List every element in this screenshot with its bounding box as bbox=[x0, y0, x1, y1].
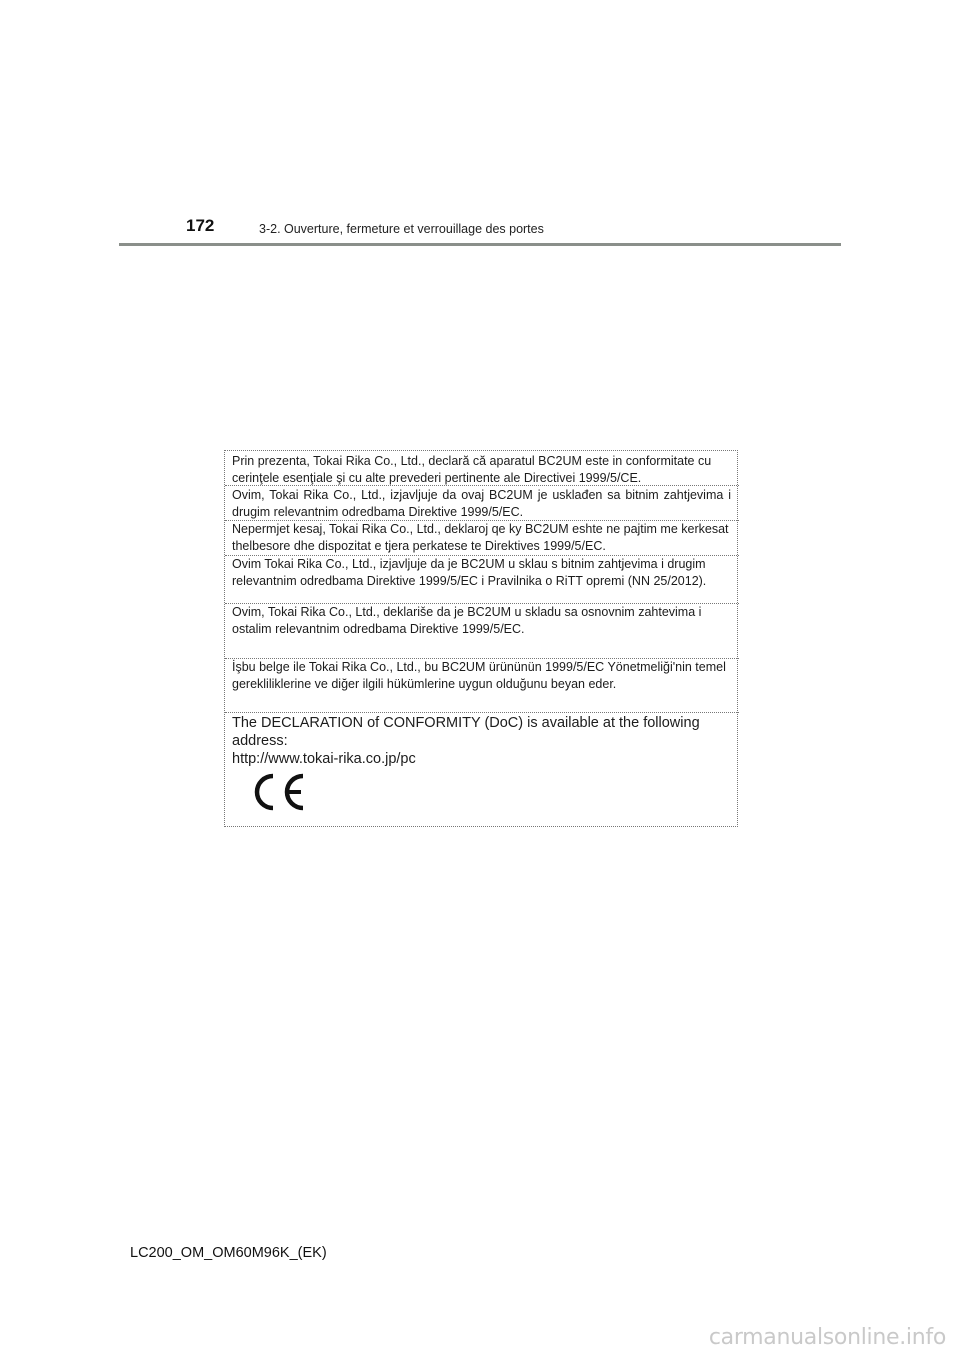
declaration-box bbox=[224, 450, 738, 827]
declaration-turkish bbox=[225, 659, 739, 713]
doc-url: http://www.tokai-rika.co.jp/pc bbox=[232, 751, 416, 767]
document-code: LC200_OM_OM60M96K_(EK) bbox=[130, 1245, 327, 1261]
ce-mark-icon bbox=[249, 771, 309, 813]
doc-notice-text: The DECLARATION of CONFORMITY (DoC) is available at the following address: bbox=[232, 715, 700, 749]
declaration-croatian bbox=[225, 556, 739, 604]
declaration-serbian bbox=[225, 604, 739, 659]
section-title: 3-2. Ouverture, fermeture et verrouillage des portes bbox=[259, 222, 544, 236]
declaration-text: Ovim, Tokai Rika Co., Ltd., deklariše da je BC2UM u skladu sa osnovnim zahtevima i ostalim relevantnim odredbama Direktive 1999/5/EC. bbox=[232, 605, 702, 636]
declaration-romanian bbox=[225, 451, 739, 486]
declaration-text: Ovim, Tokai Rika Co., Ltd., izjavljuje da ovaj BC2UM je usklađen sa bitnim zahtjevima i drugim relevantnim odredbama Direktive 1999/5/EC. bbox=[232, 488, 731, 519]
page-number: 172 bbox=[186, 216, 215, 235]
declaration-bosnian bbox=[225, 486, 739, 521]
declaration-text: Ovim Tokai Rika Co., Ltd., izjavljuje da je BC2UM u sklau s bitnim zahtjevima i drugim relevantnim odredbama Direktive 1999/5/EC i Pravilnika o RiTT opremi (NN 25/2012). bbox=[232, 557, 707, 588]
watermark: carmanualsonline.info bbox=[708, 1325, 946, 1350]
declaration-albanian bbox=[225, 521, 739, 556]
declaration-text: Nepermjet kesaj, Tokai Rika Co., Ltd., deklaroj qe ky BC2UM eshte ne pajtim me kerkesat thelbesore dhe dispozitat e tjera perkatese te Direktives 1999/5/EC. bbox=[232, 522, 729, 553]
header-rule bbox=[119, 243, 841, 246]
declaration-text: Prin prezenta, Tokai Rika Co., Ltd., declară că aparatul BC2UM este in conformitate cu cerinţele esenţiale şi cu alte prevederi pertinente ale Directivei 1999/5/CE. bbox=[232, 454, 712, 485]
declaration-text: İşbu belge ile Tokai Rika Co., Ltd., bu BC2UM ürününün 1999/5/EC Yönetmeliği'nin temel gerekliliklerine ve diğer ilgili hükümlerine uygun olduğunu beyan eder. bbox=[232, 660, 726, 691]
